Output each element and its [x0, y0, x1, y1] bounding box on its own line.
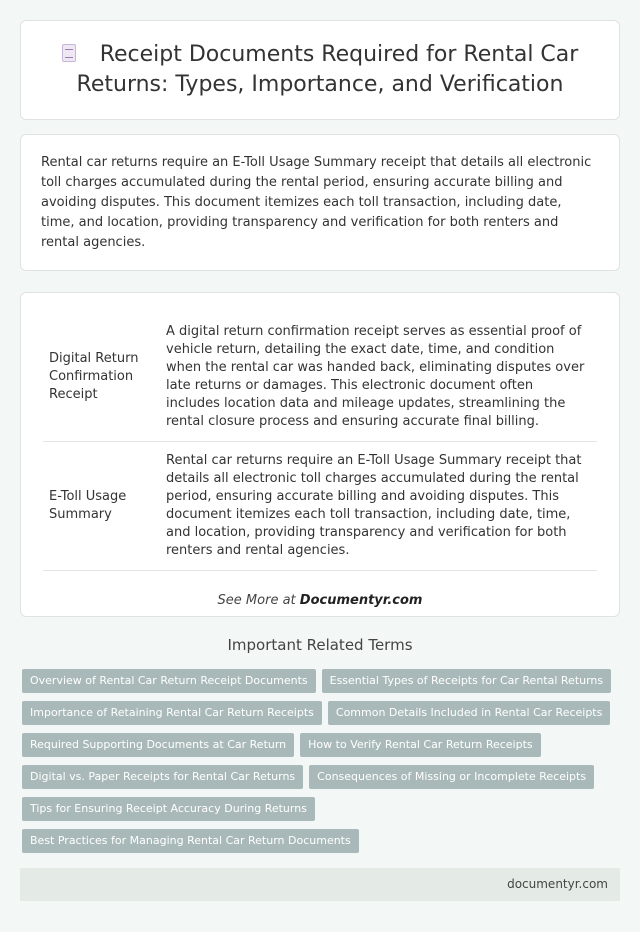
- see-more-site[interactable]: Documentyr.com: [299, 593, 423, 608]
- see-more-prefix: See More at: [217, 593, 300, 608]
- intro-card: [20, 134, 620, 271]
- related-terms-list: [22, 669, 622, 853]
- related-term-tag[interactable]: Digital vs. Paper Receipts for Rental Car Returns: [22, 765, 303, 789]
- footer: [20, 868, 620, 901]
- description-cell: A digital return confirmation receipt serves as essential proof of vehicle return, detailing the exact date, time, and condition when the rental car was handed back, eliminating disputes over late returns or damages. This electronic document often includes location data and mileage updates, streamlining the rental closure process and ensuring accurate final billing.: [160, 313, 597, 442]
- related-terms-heading: Important Related Terms: [227, 636, 413, 654]
- term-cell: E-Toll Usage Summary: [43, 442, 160, 571]
- terms-table: [43, 313, 597, 571]
- related-term-tag[interactable]: Importance of Retaining Rental Car Return Receipts: [22, 701, 322, 725]
- terms-table-card: [20, 292, 620, 617]
- related-term-tag[interactable]: Essential Types of Receipts for Car Rental Returns: [322, 669, 612, 693]
- related-term-tag[interactable]: Best Practices for Managing Rental Car Return Documents: [22, 829, 359, 853]
- title-card: [20, 20, 620, 120]
- description-cell: Rental car returns require an E-Toll Usage Summary receipt that details all electronic toll charges accumulated during the rental period, ensuring accurate billing and avoiding disputes. This document itemizes each toll transaction, including date, time, and location, providing transparency and verification for both renters and rental agencies.: [160, 442, 597, 571]
- footer-site-link[interactable]: documentyr.com: [507, 877, 608, 891]
- related-term-tag[interactable]: Tips for Ensuring Receipt Accuracy During Returns: [22, 797, 315, 821]
- term-cell: Digital Return Confirmation Receipt: [43, 313, 160, 442]
- page-title: [51, 40, 589, 100]
- intro-paragraph: Rental car returns require an E-Toll Usage Summary receipt that details all electronic toll charges accumulated during the rental period, ensuring accurate billing and avoiding disputes. This document itemizes each toll transaction, including date, time, and location, providing transparency and verification for both renters and rental agencies.: [41, 155, 592, 250]
- related-term-tag[interactable]: Consequences of Missing or Incomplete Receipts: [309, 765, 594, 789]
- related-term-tag[interactable]: Common Details Included in Rental Car Receipts: [328, 701, 610, 725]
- related-term-tag[interactable]: How to Verify Rental Car Return Receipts: [300, 733, 541, 757]
- see-more-link[interactable]: [43, 593, 597, 608]
- document-icon: [62, 44, 76, 62]
- related-term-tag[interactable]: Overview of Rental Car Return Receipt Documents: [22, 669, 316, 693]
- page-title-text: Receipt Documents Required for Rental Car Returns: Types, Importance, and Verification: [76, 42, 579, 97]
- table-row: [43, 442, 597, 571]
- related-term-tag[interactable]: Required Supporting Documents at Car Return: [22, 733, 294, 757]
- table-row: [43, 313, 597, 442]
